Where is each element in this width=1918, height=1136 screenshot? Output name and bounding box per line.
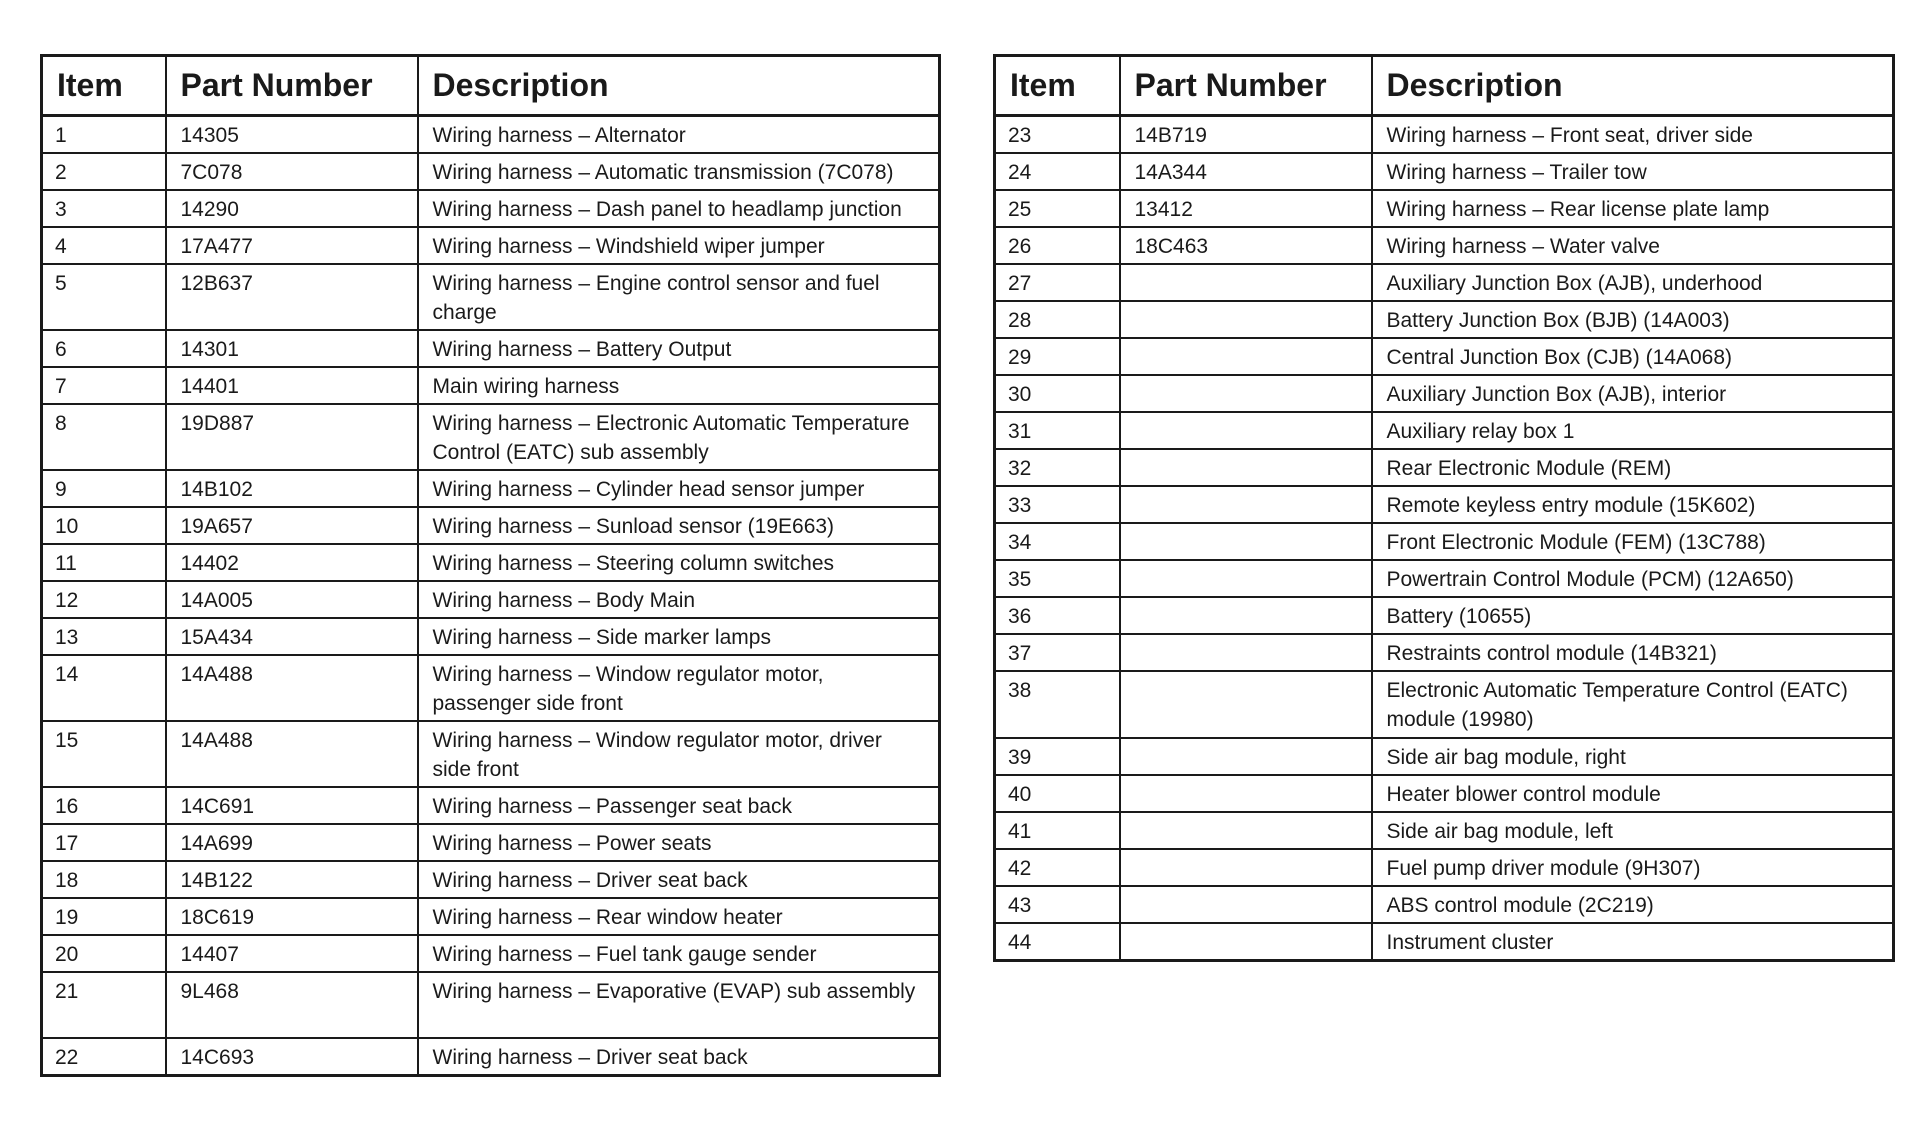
description-cell: Wiring harness – Evaporative (EVAP) sub assembly [418,972,940,1038]
table-row [995,227,1894,264]
item-cell: 5 [42,264,166,330]
item-cell: 39 [995,738,1120,775]
item-cell: 41 [995,812,1120,849]
parts-table-left [40,54,941,1077]
part-number-cell [1120,634,1372,671]
item-cell: 33 [995,486,1120,523]
part-number-cell: 14A488 [166,721,418,787]
item-cell: 17 [42,824,166,861]
part-number-cell [1120,671,1372,738]
item-cell: 6 [42,330,166,367]
description-cell: Powertrain Control Module (PCM) (12A650) [1372,560,1894,597]
table-row [995,523,1894,560]
description-cell: Wiring harness – Driver seat back [418,861,940,898]
description-cell: Wiring harness – Side marker lamps [418,618,940,655]
part-number-cell: 15A434 [166,618,418,655]
table-row [42,898,940,935]
table-row [995,560,1894,597]
table-row [42,544,940,581]
table-row [42,264,940,330]
description-cell: Battery (10655) [1372,597,1894,634]
part-number-cell [1120,412,1372,449]
item-cell: 26 [995,227,1120,264]
column-header-part-number: Part Number [166,56,418,116]
description-cell: ABS control module (2C219) [1372,886,1894,923]
part-number-cell [1120,264,1372,301]
description-cell: Wiring harness – Alternator [418,116,940,154]
table-row [42,824,940,861]
description-cell: Remote keyless entry module (15K602) [1372,486,1894,523]
part-number-cell: 19D887 [166,404,418,470]
item-cell: 16 [42,787,166,824]
table-row [995,671,1894,738]
item-cell: 27 [995,264,1120,301]
item-cell: 24 [995,153,1120,190]
item-cell: 40 [995,775,1120,812]
table-row [995,412,1894,449]
table-row [42,367,940,404]
description-cell: Instrument cluster [1372,923,1894,961]
table-row [995,264,1894,301]
description-cell: Auxiliary relay box 1 [1372,412,1894,449]
description-cell: Wiring harness – Dash panel to headlamp junction [418,190,940,227]
part-number-cell: 13412 [1120,190,1372,227]
part-number-cell: 14A699 [166,824,418,861]
item-cell: 4 [42,227,166,264]
table-row [42,581,940,618]
item-cell: 31 [995,412,1120,449]
item-cell: 11 [42,544,166,581]
description-cell: Wiring harness – Fuel tank gauge sender [418,935,940,972]
description-cell: Wiring harness – Cylinder head sensor jumper [418,470,940,507]
part-number-cell [1120,449,1372,486]
item-cell: 14 [42,655,166,721]
part-number-cell [1120,738,1372,775]
part-number-cell: 18C619 [166,898,418,935]
item-cell: 20 [42,935,166,972]
item-cell: 32 [995,449,1120,486]
part-number-cell: 14C693 [166,1038,418,1076]
description-cell: Auxiliary Junction Box (AJB), interior [1372,375,1894,412]
description-cell: Fuel pump driver module (9H307) [1372,849,1894,886]
item-cell: 28 [995,301,1120,338]
description-cell: Wiring harness – Trailer tow [1372,153,1894,190]
part-number-cell [1120,560,1372,597]
item-cell: 37 [995,634,1120,671]
table-row [42,972,940,1038]
table-row [995,597,1894,634]
part-number-cell: 14A344 [1120,153,1372,190]
table-row [995,449,1894,486]
part-number-cell [1120,338,1372,375]
part-number-cell: 14B102 [166,470,418,507]
item-cell: 34 [995,523,1120,560]
item-cell: 43 [995,886,1120,923]
table-row [995,634,1894,671]
item-cell: 1 [42,116,166,154]
item-cell: 10 [42,507,166,544]
description-cell: Wiring harness – Body Main [418,581,940,618]
item-cell: 22 [42,1038,166,1076]
table-row [42,227,940,264]
description-cell: Wiring harness – Engine control sensor and fuel charge [418,264,940,330]
description-cell: Restraints control module (14B321) [1372,634,1894,671]
item-cell: 18 [42,861,166,898]
table-header-row [42,56,940,116]
column-header-description: Description [418,56,940,116]
item-cell: 36 [995,597,1120,634]
description-cell: Wiring harness – Water valve [1372,227,1894,264]
item-cell: 3 [42,190,166,227]
column-header-item: Item [995,56,1120,116]
description-cell: Wiring harness – Window regulator motor, passenger side front [418,655,940,721]
item-cell: 7 [42,367,166,404]
item-cell: 13 [42,618,166,655]
item-cell: 21 [42,972,166,1038]
part-number-cell: 14290 [166,190,418,227]
description-cell: Wiring harness – Sunload sensor (19E663) [418,507,940,544]
item-cell: 25 [995,190,1120,227]
item-cell: 2 [42,153,166,190]
table-row [995,923,1894,961]
part-number-cell: 7C078 [166,153,418,190]
part-number-cell: 12B637 [166,264,418,330]
description-cell: Main wiring harness [418,367,940,404]
part-number-cell [1120,775,1372,812]
part-number-cell [1120,812,1372,849]
column-header-description: Description [1372,56,1894,116]
item-cell: 35 [995,560,1120,597]
table-row [995,849,1894,886]
description-cell: Wiring harness – Windshield wiper jumper [418,227,940,264]
table-row [42,1038,940,1076]
parts-table-right [993,54,1895,962]
table-row [995,338,1894,375]
part-number-cell: 14401 [166,367,418,404]
table-row [995,301,1894,338]
item-cell: 30 [995,375,1120,412]
table-row [42,787,940,824]
table-header-row [995,56,1894,116]
description-cell: Side air bag module, left [1372,812,1894,849]
table-row [42,721,940,787]
part-number-cell: 14B719 [1120,116,1372,154]
description-cell: Side air bag module, right [1372,738,1894,775]
table-row [42,618,940,655]
table-row [995,738,1894,775]
table-row [42,935,940,972]
part-number-cell: 14C691 [166,787,418,824]
table-row [42,404,940,470]
part-number-cell: 14407 [166,935,418,972]
description-cell: Wiring harness – Battery Output [418,330,940,367]
item-cell: 29 [995,338,1120,375]
table-row [995,116,1894,154]
part-number-cell: 9L468 [166,972,418,1038]
table-row [995,486,1894,523]
table-row [42,190,940,227]
description-cell: Wiring harness – Rear license plate lamp [1372,190,1894,227]
table-row [42,116,940,154]
part-number-cell [1120,301,1372,338]
part-number-cell: 14402 [166,544,418,581]
item-cell: 23 [995,116,1120,154]
part-number-cell [1120,849,1372,886]
item-cell: 19 [42,898,166,935]
description-cell: Wiring harness – Electronic Automatic Temperature Control (EATC) sub assembly [418,404,940,470]
table-row [995,886,1894,923]
table-row [42,507,940,544]
part-number-cell [1120,523,1372,560]
item-cell: 8 [42,404,166,470]
part-number-cell: 14A005 [166,581,418,618]
table-row [995,775,1894,812]
table-row [42,330,940,367]
part-number-cell [1120,886,1372,923]
part-number-cell [1120,923,1372,961]
item-cell: 15 [42,721,166,787]
table-row [42,655,940,721]
table-row [42,153,940,190]
column-header-part-number: Part Number [1120,56,1372,116]
description-cell: Front Electronic Module (FEM) (13C788) [1372,523,1894,560]
description-cell: Battery Junction Box (BJB) (14A003) [1372,301,1894,338]
description-cell: Wiring harness – Rear window heater [418,898,940,935]
part-number-cell: 19A657 [166,507,418,544]
description-cell: Wiring harness – Steering column switches [418,544,940,581]
description-cell: Wiring harness – Window regulator motor, driver side front [418,721,940,787]
part-number-cell: 14A488 [166,655,418,721]
column-header-item: Item [42,56,166,116]
part-number-cell: 17A477 [166,227,418,264]
item-cell: 38 [995,671,1120,738]
table-row [42,470,940,507]
part-number-cell: 14B122 [166,861,418,898]
description-cell: Wiring harness – Automatic transmission (7C078) [418,153,940,190]
part-number-cell: 18C463 [1120,227,1372,264]
part-number-cell [1120,375,1372,412]
description-cell: Rear Electronic Module (REM) [1372,449,1894,486]
item-cell: 9 [42,470,166,507]
description-cell: Electronic Automatic Temperature Control (EATC) module (19980) [1372,671,1894,738]
table-row [995,153,1894,190]
item-cell: 44 [995,923,1120,961]
description-cell: Central Junction Box (CJB) (14A068) [1372,338,1894,375]
part-number-cell: 14305 [166,116,418,154]
item-cell: 42 [995,849,1120,886]
part-number-cell: 14301 [166,330,418,367]
table-row [995,375,1894,412]
description-cell: Wiring harness – Front seat, driver side [1372,116,1894,154]
description-cell: Wiring harness – Power seats [418,824,940,861]
description-cell: Wiring harness – Driver seat back [418,1038,940,1076]
part-number-cell [1120,597,1372,634]
table-row [995,812,1894,849]
description-cell: Auxiliary Junction Box (AJB), underhood [1372,264,1894,301]
description-cell: Heater blower control module [1372,775,1894,812]
table-row [42,861,940,898]
part-number-cell [1120,486,1372,523]
item-cell: 12 [42,581,166,618]
table-row [995,190,1894,227]
description-cell: Wiring harness – Passenger seat back [418,787,940,824]
